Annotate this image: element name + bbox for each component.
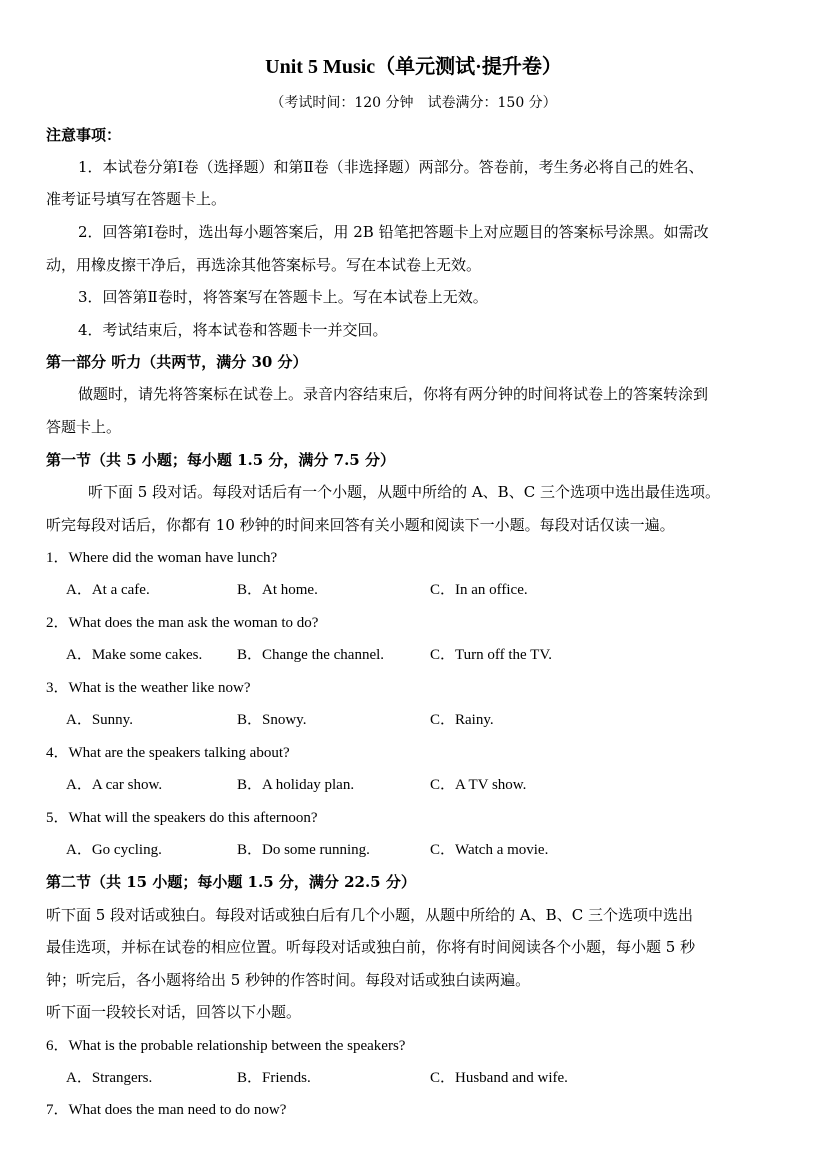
section2-intro-line3: 钟；听完后，各小题将给出 5 秒钟的作答时间。每段对话或独白读两遍。 [46,971,531,989]
note-item-3: 3．回答第Ⅱ卷时，将答案写在答题卡上。写在本试卷上无效。 [78,288,488,306]
question-3-option-b[interactable]: B．Snowy. [237,712,307,728]
question-2-option-b[interactable]: B．Change the channel. [237,647,385,663]
section1-intro-line1: 听下面 5 段对话。每段对话后有一个小题，从题中所给的 A、B、C 三个选项中选出最佳选项。 [88,483,720,501]
note-item-4: 4．考试结束后，将本试卷和答题卡一并交回。 [78,321,388,339]
note-item-2-line2: 动，用橡皮擦干净后，再选涂其他答案标号。写在本试卷上无效。 [46,256,482,274]
question-4-option-c[interactable]: C．A TV show. [430,777,527,793]
question-7-stem: 7．What does the man need to do now? [46,1102,287,1118]
question-1-option-b[interactable]: B．At home. [237,582,318,598]
question-2-stem: 2．What does the man ask the woman to do? [46,615,319,631]
section2-intro-line1: 听下面 5 段对话或独白。每段对话或独白后有几个小题，从题中所给的 A、B、C 三个选项中选出 [46,906,693,924]
question-5-option-c[interactable]: C．Watch a movie. [430,842,549,858]
question-6-stem: 6．What is the probable relationship between the speakers? [46,1038,406,1054]
question-1-stem: 1．Where did the woman have lunch? [46,550,278,566]
question-3-stem: 3．What is the weather like now? [46,680,251,696]
question-2-option-a[interactable]: A．Make some cakes. [66,647,203,663]
part1-heading: 第一部分 听力（共两节，满分 30 分） [46,353,308,371]
question-3-option-c[interactable]: C．Rainy. [430,712,494,728]
section2-heading: 第二节（共 15 小题；每小题 1.5 分，满分 22.5 分） [46,873,416,891]
question-5-stem: 5．What will the speakers do this afternoon? [46,810,318,826]
question-5-option-a[interactable]: A．Go cycling. [66,842,162,858]
question-2-option-c[interactable]: C．Turn off the TV. [430,647,552,663]
part1-intro-line1: 做题时，请先将答案标在试卷上。录音内容结束后，你将有两分钟的时间将试卷上的答案转涂到 [78,385,709,403]
question-5-option-b[interactable]: B．Do some running. [237,842,370,858]
question-4-option-a[interactable]: A．A car show. [66,777,163,793]
question-1-option-c[interactable]: C．In an office. [430,582,528,598]
note-item-1-line2: 准考证号填写在答题卡上。 [46,190,227,208]
note-item-2-line1: 2．回答第Ⅰ卷时，选出每小题答案后，用 2B 铅笔把答题卡上对应题目的答案标号涂黑。如需改 [78,223,709,241]
question-4-option-b[interactable]: B．A holiday plan. [237,777,355,793]
page-title: Unit 5 Music（单元测试·提升卷） [265,56,562,78]
question-6-option-b[interactable]: B．Friends. [237,1070,311,1086]
note-item-1-line1: 1．本试卷分第Ⅰ卷（选择题）和第Ⅱ卷（非选择题）两部分。答卷前，考生务必将自己的姓名、 [78,158,704,176]
exam-time-info: （考试时间：120 分钟 试卷满分：150 分） [270,95,557,111]
section2-intro-line2: 最佳选项，并标在试卷的相应位置。听每段对话或独白前，你将有时间阅读各个小题，每小题 5 秒 [46,938,696,956]
notes-heading: 注意事项： [46,126,122,144]
question-3-option-a[interactable]: A．Sunny. [66,712,133,728]
section1-intro-line2: 听完每段对话后，你都有 10 秒钟的时间来回答有关小题和阅读下一小题。每段对话仅读一遍。 [46,516,675,534]
question-6-option-c[interactable]: C．Husband and wife. [430,1070,568,1086]
section2-sub-intro: 听下面一段较长对话，回答以下小题。 [46,1003,302,1021]
question-4-stem: 4．What are the speakers talking about? [46,745,290,761]
part1-intro-line2: 答题卡上。 [46,418,122,436]
section1-heading: 第一节（共 5 小题；每小题 1.5 分，满分 7.5 分） [46,451,395,469]
question-6-option-a[interactable]: A．Strangers. [66,1070,153,1086]
question-1-option-a[interactable]: A．At a cafe. [66,582,150,598]
